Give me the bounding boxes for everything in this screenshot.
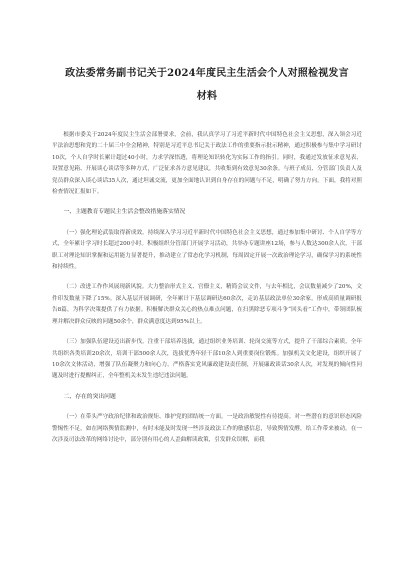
- body-paragraph: （二）改进工作作风展现新风貌。大力整治形式主义、官僚主义，精简会议文件，与去年相比，会议数量减少了20%，文件印发数量下降了15%。深入基层开展调研，全年累计下基层调研达60余次，走访基层政法单位30余家，形成高质量调研报告8篇，为科学决策提供了有力依据。积极解决群众关心的热点难点问题，在扫黑除恶专项斗争“回头看”工作中，带领团队梳理并解决群众反映的问题50余个，群众满意度达到95%以上。: [52, 284, 362, 325]
- section-heading: 一、主题教育专题民主生活会整改措施落实情况: [63, 209, 186, 216]
- body-paragraph: （三）加强队伍建设迈出新步伐。注重干部培养选拔，通过组织业务培训、轮岗交流等方式，提升了干部综合素质，全年共组织各类培训20余次，培训干部500余人次，选拔优秀年轻干部10余人到重要岗位锻炼。加强机关文化建设，组织开展了10余次文体活动，增强了队伍凝聚力和向心力。严格落实党风廉政建设责任制，开展廉政谈话30余人次，对发现的倾向性问题及时进行提醒纠正，全年整机关未发生违纪违法问题。: [52, 339, 362, 380]
- title-line-1: 政法委常务副书记关于2024年度民主生活会个人对照检视发言: [65, 68, 349, 79]
- body-paragraph: 根据市委关于2024年度民主生活会部署要求，会前，我认真学习了习近平新时代中国特色社会主义思想，深入领会习近平法治思想和党的二十届三中全会精神，特别是习近平总书记关于政法工作的重要指示批示精神，通过积极参与集中学习研讨10次，个人自学时长累计超过40小时，力求学深悟透，将理论知识转化为实际工作的指引。同时，我通过发放征求意见表、设置意见箱、开展谈心谈话等多种方式，广泛征求各方意见建议，共收集到有效意见30余条。与班子成员、分管部门负责人及党员群众深入谈心谈话35人次，通过坦诚交流，更加全面地认识到自身存在的问题与不足，明确了努力方向。下面，我将对照检查情况汇报如下。: [52, 132, 362, 196]
- title-line-2: 材料: [196, 91, 218, 102]
- document-body: [52, 130, 362, 446]
- section-heading: 二、存在的突出问题: [63, 393, 116, 400]
- document-title: [52, 62, 362, 108]
- body-paragraph: （一）强化理论武装取得新成效。持续深入学习习近平新时代中国特色社会主义思想，通过参加集中研讨、个人自学等方式，全年累计学习时长超过200小时。积极组织分管部门开展学习活动，共举办专题讲座12场，参与人数达300余人次，干部职工对理论知识掌握和运用能力显著提升，推动建立了常态化学习机制，每周固定开展一次政治理论学习，确保学习的系统性和持续性。: [52, 229, 362, 271]
- body-paragraph: （一）在带头严守政治纪律和政治规矩、维护党的团结统一方面。一是政治敏锐性有待提高。对一些潜在的意识形态风险警惕性不足，如在网络舆情监测中，有时未能及时发现一些涉及政法工作的敏感信息，导致舆情发酵，给工作带来被动。在一次涉及司法改革的网络讨论中，部分别有用心的人歪曲解读政策，引发群众误解，而我: [52, 414, 362, 443]
